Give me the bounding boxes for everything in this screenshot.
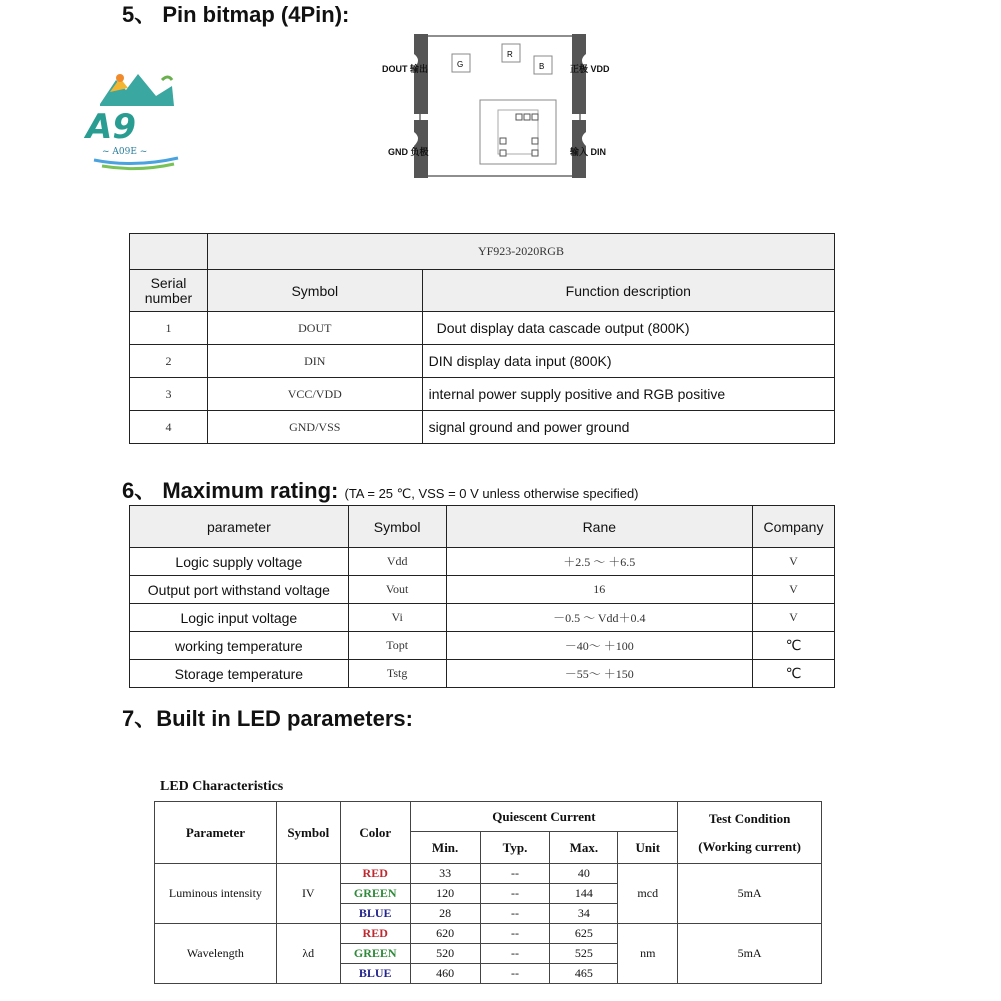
color-green: GREEN	[340, 884, 410, 904]
col-symbol: Symbol	[348, 506, 446, 548]
row-description: Dout display data cascade output (800K)	[422, 312, 834, 345]
row-parameter: Luminous intensity	[155, 864, 277, 924]
cell-max: 625	[550, 924, 618, 944]
color-red: RED	[340, 864, 410, 884]
row-range: 16	[446, 576, 752, 604]
cell-typ: --	[480, 944, 550, 964]
col-parameter: parameter	[130, 506, 349, 548]
model-name: YF923-2020RGB	[207, 234, 834, 270]
col-quiescent-current: Quiescent Current	[410, 802, 678, 832]
pin-table	[129, 233, 835, 444]
row-description: signal ground and power ground	[422, 411, 834, 444]
row-test: 5mA	[678, 924, 822, 984]
row-symbol: Vi	[348, 604, 446, 632]
col-test-condition	[678, 802, 822, 864]
cell-min: 460	[410, 964, 480, 984]
table-row	[155, 924, 822, 944]
led-caption: LED Characteristics	[160, 779, 284, 794]
section6-heading	[122, 474, 639, 505]
row-unit: mcd	[618, 864, 678, 924]
cell-typ: --	[480, 964, 550, 984]
row-unit: V	[753, 576, 835, 604]
row-number: 2	[130, 345, 208, 378]
row-symbol: Vout	[348, 576, 446, 604]
section6-note: (TA = 25 ℃, VSS = 0 V unless otherwise specified)	[344, 486, 639, 501]
row-unit: nm	[618, 924, 678, 984]
pin-diagram	[380, 28, 620, 188]
cell-min: 620	[410, 924, 480, 944]
cell-min: 520	[410, 944, 480, 964]
row-symbol: VCC/VDD	[207, 378, 422, 411]
row-test: 5mA	[678, 864, 822, 924]
cell-typ: --	[480, 884, 550, 904]
test-condition-line1: Test Condition	[708, 810, 791, 826]
col-color: Color	[340, 802, 410, 864]
led-table	[154, 801, 822, 984]
col-symbol: Symbol	[207, 270, 422, 312]
col-max: Max.	[550, 832, 618, 864]
cell-typ: --	[480, 864, 550, 884]
cell-max: 34	[550, 904, 618, 924]
cell-max: 465	[550, 964, 618, 984]
col-unit: Unit	[618, 832, 678, 864]
section7-title: 7、Built in LED parameters:	[122, 706, 413, 731]
color-red: RED	[340, 924, 410, 944]
test-condition-line2: (Working current)	[698, 838, 801, 854]
logo-subtext: ~ A09E ~	[102, 147, 148, 157]
color-blue: BLUE	[340, 964, 410, 984]
row-number: 1	[130, 312, 208, 345]
col-company: Company	[753, 506, 835, 548]
row-range: ＋2.5 ～ ＋6.5	[446, 548, 752, 576]
pin-table-corner	[130, 234, 208, 270]
col-typ: Typ.	[480, 832, 550, 864]
table-row	[130, 312, 835, 345]
section5-title: 5、 Pin bitmap (4Pin):	[122, 2, 350, 27]
col-function-description: Function description	[422, 270, 834, 312]
rating-table	[129, 505, 835, 688]
cell-max: 40	[550, 864, 618, 884]
section6-title: 6、 Maximum rating:	[122, 478, 339, 503]
row-symbol: λd	[276, 924, 340, 984]
row-parameter: working temperature	[130, 632, 349, 660]
pin-dout-label: DOUT 输出	[382, 64, 428, 74]
col-parameter: Parameter	[155, 802, 277, 864]
color-blue: BLUE	[340, 904, 410, 924]
table-row	[130, 632, 835, 660]
pin-vdd-label: 正极 VDD	[570, 64, 610, 74]
row-unit: ℃	[753, 660, 835, 688]
led-b-label: B	[539, 62, 545, 71]
row-parameter: Wavelength	[155, 924, 277, 984]
table-row	[130, 378, 835, 411]
row-symbol: Tstg	[348, 660, 446, 688]
led-r-label: R	[507, 50, 513, 59]
row-description: DIN display data input (800K)	[422, 345, 834, 378]
row-parameter: Output port withstand voltage	[130, 576, 349, 604]
pin-din-label: 输入 DIN	[570, 147, 607, 157]
table-row	[130, 660, 835, 688]
col-range: Rane	[446, 506, 752, 548]
table-row	[155, 864, 822, 884]
cell-max: 144	[550, 884, 618, 904]
cell-max: 525	[550, 944, 618, 964]
led-g-label: G	[457, 60, 464, 69]
row-symbol: Vdd	[348, 548, 446, 576]
row-range: －0.5 ～ Vdd＋0.4	[446, 604, 752, 632]
cell-min: 120	[410, 884, 480, 904]
row-parameter: Storage temperature	[130, 660, 349, 688]
cell-typ: --	[480, 904, 550, 924]
row-symbol: DIN	[207, 345, 422, 378]
row-unit: ℃	[753, 632, 835, 660]
row-range: －40～ ＋100	[446, 632, 752, 660]
logo	[82, 66, 182, 176]
row-unit: V	[753, 548, 835, 576]
row-number: 3	[130, 378, 208, 411]
col-symbol: Symbol	[276, 802, 340, 864]
table-row	[130, 411, 835, 444]
col-serial-number: Serial number	[130, 270, 208, 312]
table-row	[130, 345, 835, 378]
row-symbol: DOUT	[207, 312, 422, 345]
row-number: 4	[130, 411, 208, 444]
cell-min: 33	[410, 864, 480, 884]
cell-min: 28	[410, 904, 480, 924]
row-description: internal power supply positive and RGB positive	[422, 378, 834, 411]
row-parameter: Logic input voltage	[130, 604, 349, 632]
row-unit: V	[753, 604, 835, 632]
color-green: GREEN	[340, 944, 410, 964]
table-row	[130, 604, 835, 632]
row-parameter: Logic supply voltage	[130, 548, 349, 576]
row-range: －55～ ＋150	[446, 660, 752, 688]
row-symbol: Topt	[348, 632, 446, 660]
col-min: Min.	[410, 832, 480, 864]
row-symbol: IV	[276, 864, 340, 924]
cell-typ: --	[480, 924, 550, 944]
pin-gnd-label: GND 负极	[388, 147, 429, 157]
logo-text: A9	[86, 107, 136, 147]
row-symbol: GND/VSS	[207, 411, 422, 444]
table-row	[130, 576, 835, 604]
table-row	[130, 548, 835, 576]
